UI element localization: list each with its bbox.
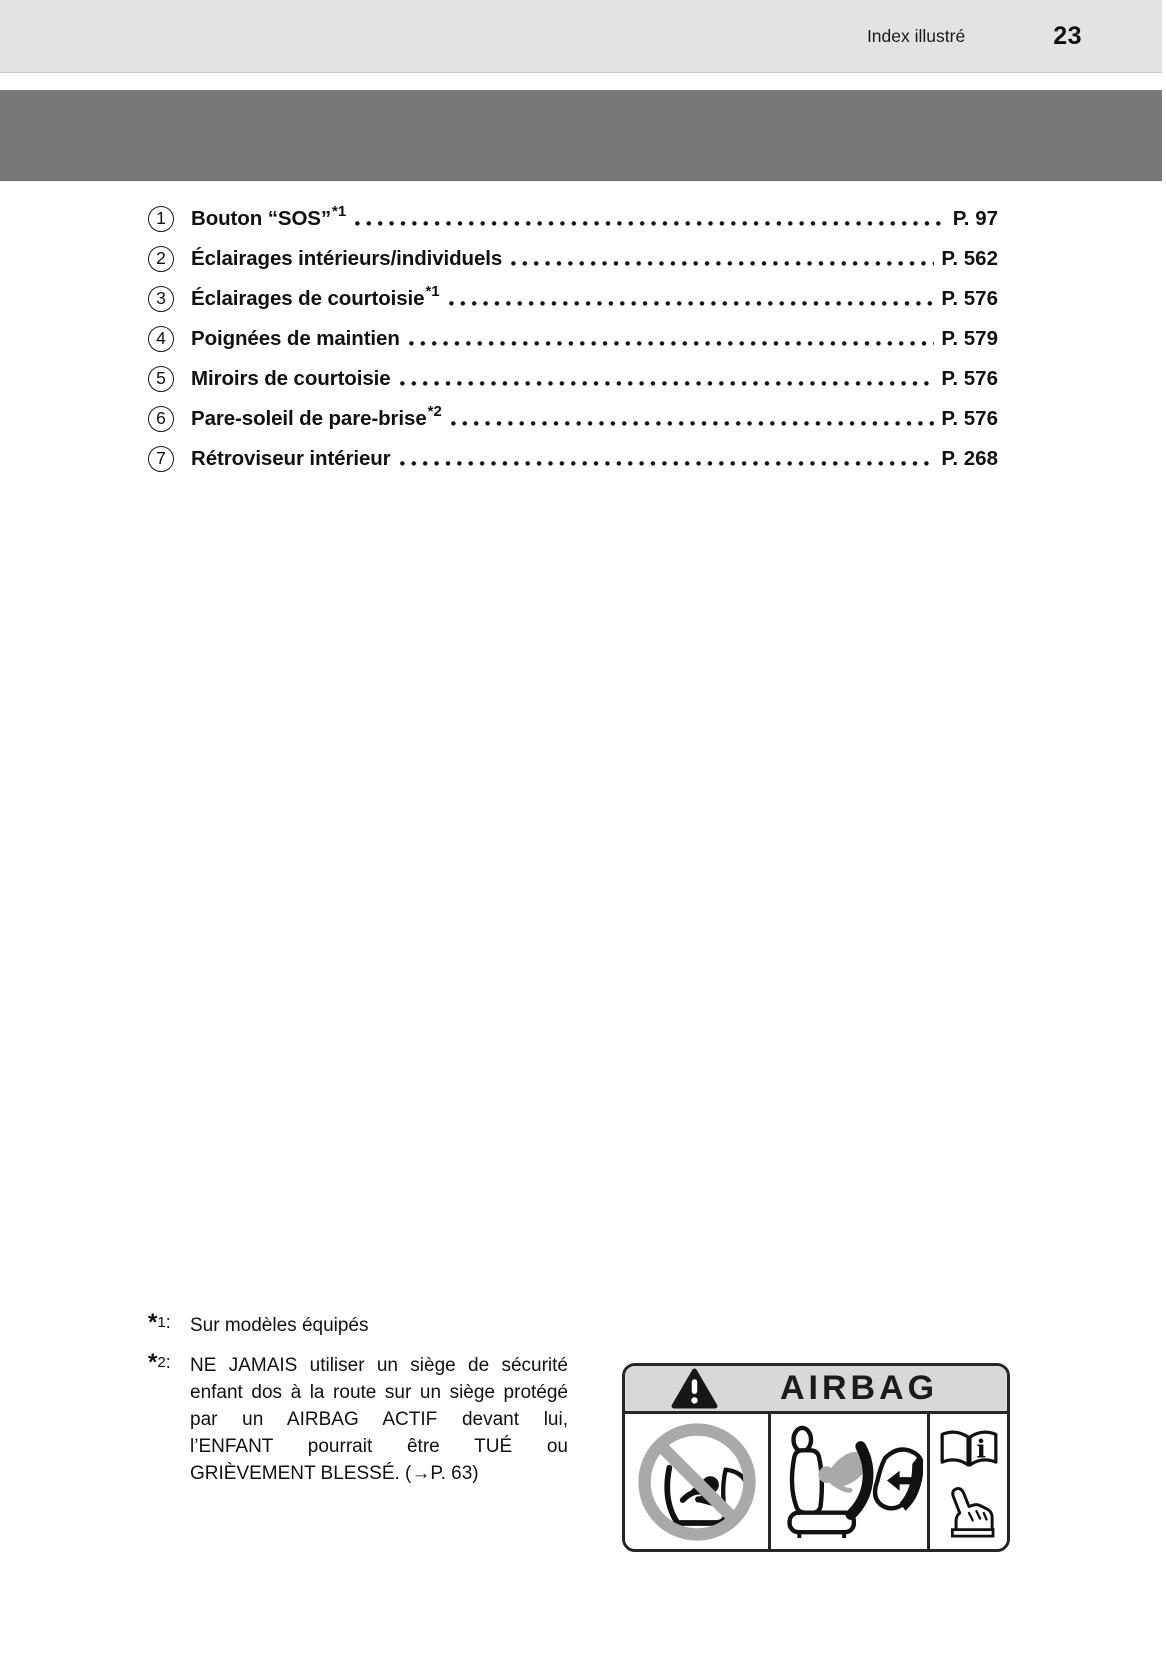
footnote-1-text: Sur modèles équipés: [190, 1315, 369, 1336]
child-seat-airbag-impact-icon: [768, 1414, 927, 1549]
item-label: Poignées de maintien: [191, 327, 400, 350]
dot-leader: [449, 301, 935, 307]
footnote-1-marker: *1:: [148, 1309, 171, 1336]
item-label: Pare-soleil de pare-brise: [191, 407, 427, 430]
item-label: Éclairages intérieurs/individuels: [191, 247, 503, 270]
item-page-ref: P. 579: [941, 327, 998, 350]
item-footnote-marker: *1: [425, 282, 440, 300]
index-row: [148, 279, 998, 319]
index-row: [148, 199, 998, 239]
item-footnote-marker: *1: [332, 202, 347, 220]
index-row: [148, 359, 998, 399]
no-rear-facing-child-seat-icon: [625, 1414, 768, 1549]
item-label: Rétroviseur intérieur: [191, 447, 391, 470]
index-row: [148, 399, 998, 439]
item-page-ref: P. 562: [941, 247, 998, 270]
item-page-ref: P. 576: [941, 287, 998, 310]
page-header: [0, 0, 1162, 73]
dot-leader: [511, 261, 934, 267]
index-list: [148, 199, 998, 479]
section-title: Index illustré: [866, 25, 966, 46]
footnotes: [148, 1309, 580, 1500]
footnote-2-text: [190, 1352, 568, 1487]
item-label: Miroirs de courtoisie: [191, 367, 391, 390]
footnote-1: [148, 1309, 580, 1339]
item-number-badge: 2: [148, 246, 174, 272]
item-number-badge: 7: [148, 446, 174, 472]
footnote-line: enfant dos à la route sur un siège protégé: [190, 1382, 568, 1403]
read-manual-icon: [927, 1414, 1007, 1549]
footnote-line: l’ENFANT pourrait être TUÉ ou: [190, 1436, 568, 1457]
item-page-ref: P. 576: [941, 367, 998, 390]
warning-triangle-icon: [671, 1368, 718, 1409]
item-footnote-marker: *2: [427, 402, 442, 420]
page-number: 23: [1053, 21, 1082, 50]
item-label: Bouton “SOS”: [191, 207, 332, 230]
item-number-badge: 3: [148, 286, 174, 312]
dot-leader: [451, 421, 935, 427]
footnote-line: NE JAMAIS utiliser un siège de sécurité: [190, 1355, 568, 1376]
dot-leader: [400, 461, 935, 467]
footnote-line: GRIÈVEMENT BLESSÉ. (→P. 63): [190, 1463, 479, 1484]
footnote-2-marker: *2:: [148, 1349, 171, 1376]
airbag-warning-label: [622, 1363, 1010, 1552]
item-page-ref: P. 268: [941, 447, 998, 470]
airbag-label-title: AIRBAG: [780, 1369, 939, 1407]
item-number-badge: 4: [148, 326, 174, 352]
interior-illustration-band: [0, 90, 1162, 181]
airbag-label-panels: [625, 1414, 1007, 1549]
index-row: [148, 239, 998, 279]
item-number-badge: 1: [148, 206, 174, 232]
index-row: [148, 319, 998, 359]
airbag-label-header: [625, 1366, 1007, 1414]
item-page-ref: P. 576: [941, 407, 998, 430]
footnote-2: [148, 1349, 580, 1487]
footnote-line: par un AIRBAG ACTIF devant lui,: [190, 1409, 568, 1430]
dot-leader: [409, 341, 935, 347]
svg-text:i: i: [975, 1433, 986, 1463]
index-row: [148, 439, 998, 479]
dot-leader: [355, 221, 946, 227]
item-number-badge: 5: [148, 366, 174, 392]
item-label: Éclairages de courtoisie: [191, 287, 425, 310]
dot-leader: [400, 381, 935, 387]
item-page-ref: P. 97: [952, 207, 998, 230]
item-number-badge: 6: [148, 406, 174, 432]
